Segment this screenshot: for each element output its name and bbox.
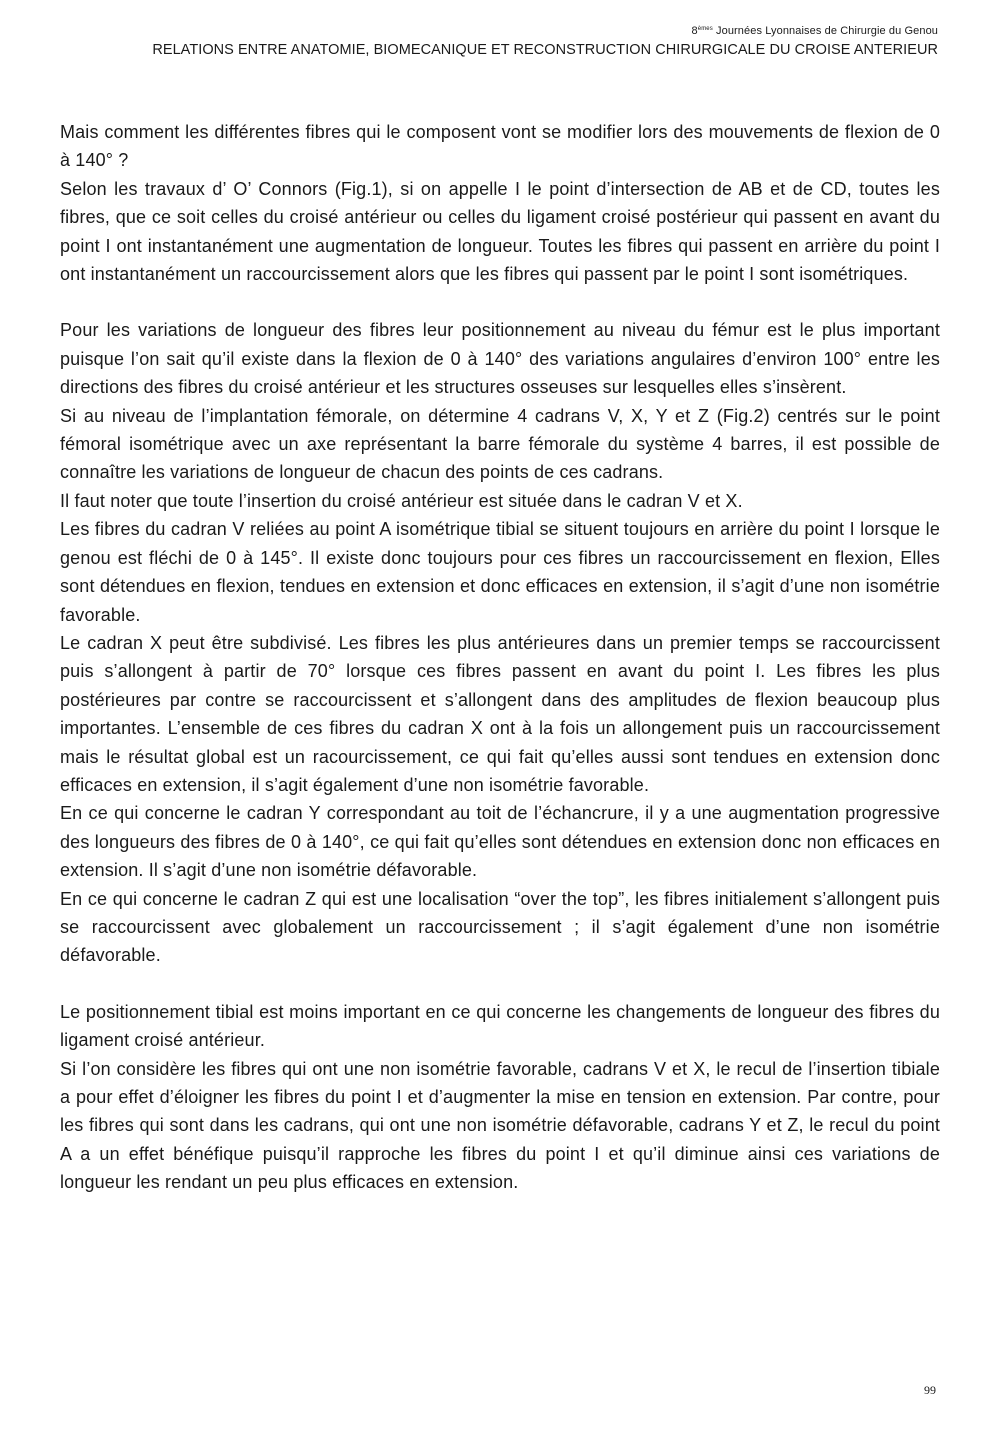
paragraph: En ce qui concerne le cadran Y correspondant au toit de l’échancrure, il y a une augmentation progressive des longueurs des fibres de 0 à 140°, ce qui fait qu’elles sont détendues en extension donc non efficaces en extension. Il s’agit d’une non isométrie défavorable. <box>60 803 940 881</box>
paragraph: Si l’on considère les fibres qui ont une non isométrie favorable, cadrans V et X, le recul de l’insertion tibiale a pour effet d’éloigner les fibres du point I et d’augmenter la mise en tension en extension. Par contre, pour les fibres qui sont dans les cadrans, qui ont une non isométrie défavorable, cadrans Y et Z, le recul du point A a un effet bénéfique puisqu’il rapproche les fibres du point I et qu’il diminue ainsi ces variations de longueur les rendant un peu plus efficaces en extension. <box>60 1058 940 1193</box>
paragraph: Si au niveau de l’implantation fémorale, on détermine 4 cadrans V, X, Y et Z (Fig.2) centrés sur le point fémoral isométrique avec un axe représentant la barre fémorale du système 4 barres, il est possible de connaître les variations de longueur de chacun des points de ces cadrans. <box>60 405 940 483</box>
paragraph: En ce qui concerne le cadran Z qui est une localisation “over the top”, les fibres initialement s’allongent puis se raccourcissent avec globalement un raccourcissement ; il s’agit également d’une non isométrie défavorable. <box>60 888 940 966</box>
page-number: 99 <box>924 1383 936 1397</box>
paragraph: Mais comment les différentes fibres qui le composent vont se modifier lors des mouvements de flexion de 0 à 140° ? <box>60 122 940 171</box>
section-title: RELATIONS ENTRE ANATOMIE, BIOMECANIQUE ET RECONSTRUCTION CHIRURGICALE DU CROISE ANTERIEUR <box>152 42 938 58</box>
conference-edition-suffix: èmes <box>697 26 713 32</box>
body-text <box>60 118 940 1197</box>
paragraph: Les fibres du cadran V reliées au point A isométrique tibial se situent toujours en arrière du point I lorsque le genou est fléchi de 0 à 145°. Il existe donc toujours pour ces fibres un raccourcissement en flexion, Elles sont détendues en flexion, tendues en extension et donc efficaces en extension, il s’agit d’une non isométrie favorable. <box>60 519 940 625</box>
paragraph: Le positionnement tibial est moins important en ce qui concerne les changements de longueur des fibres du ligament croisé antérieur. <box>60 1001 940 1051</box>
paragraph: Selon les travaux d’ O’ Connors (Fig.1), si on appelle I le point d’intersection de AB et de CD, toutes les fibres, que ce soit celles du croisé antérieur ou celles du ligament croisé postérieur qui passent en avant du point I ont instantanément une augmentation de longueur. Toutes les fibres qui passent en arrière du point I ont instantanément un raccourcissement alors que les fibres qui passent par le point I sont isométriques. <box>60 178 940 285</box>
conference-edition-number: 8 <box>691 25 698 37</box>
paragraph: Il faut noter que toute l’insertion du croisé antérieur est située dans le cadran V et X. <box>60 490 743 511</box>
conference-title: Journées Lyonnaises de Chirurgie du Genou <box>712 25 938 37</box>
paragraph: Le cadran X peut être subdivisé. Les fibres les plus antérieures dans un premier temps se raccourcissent puis s’allongent à partir de 70° lorsque ces fibres passent en avant du point I. Les fibres les plus postérieures par contre se raccourcissent et s’allongent dans des amplitudes de flexion beaucoup plus importantes. L’ensemble de ces fibres du cadran X ont à la fois un allongement puis un raccourcissement mais le résultat global est un racourcissement, ce qui fait qu’elles aussi sont tendues en extension donc efficaces en extension, il s’agit également d’une non isométrie favorable. <box>60 632 940 795</box>
paragraph: Pour les variations de longueur des fibres leur positionnement au niveau du fémur est le plus important puisque l’on sait qu’il existe dans la flexion de 0 à 140° des variations angulaires d’environ 100° entre les directions des fibres du croisé antérieur et les structures osseuses sur lesquelles elles s’insèrent. <box>60 320 940 398</box>
conference-name <box>38 24 938 38</box>
running-header <box>38 24 938 59</box>
